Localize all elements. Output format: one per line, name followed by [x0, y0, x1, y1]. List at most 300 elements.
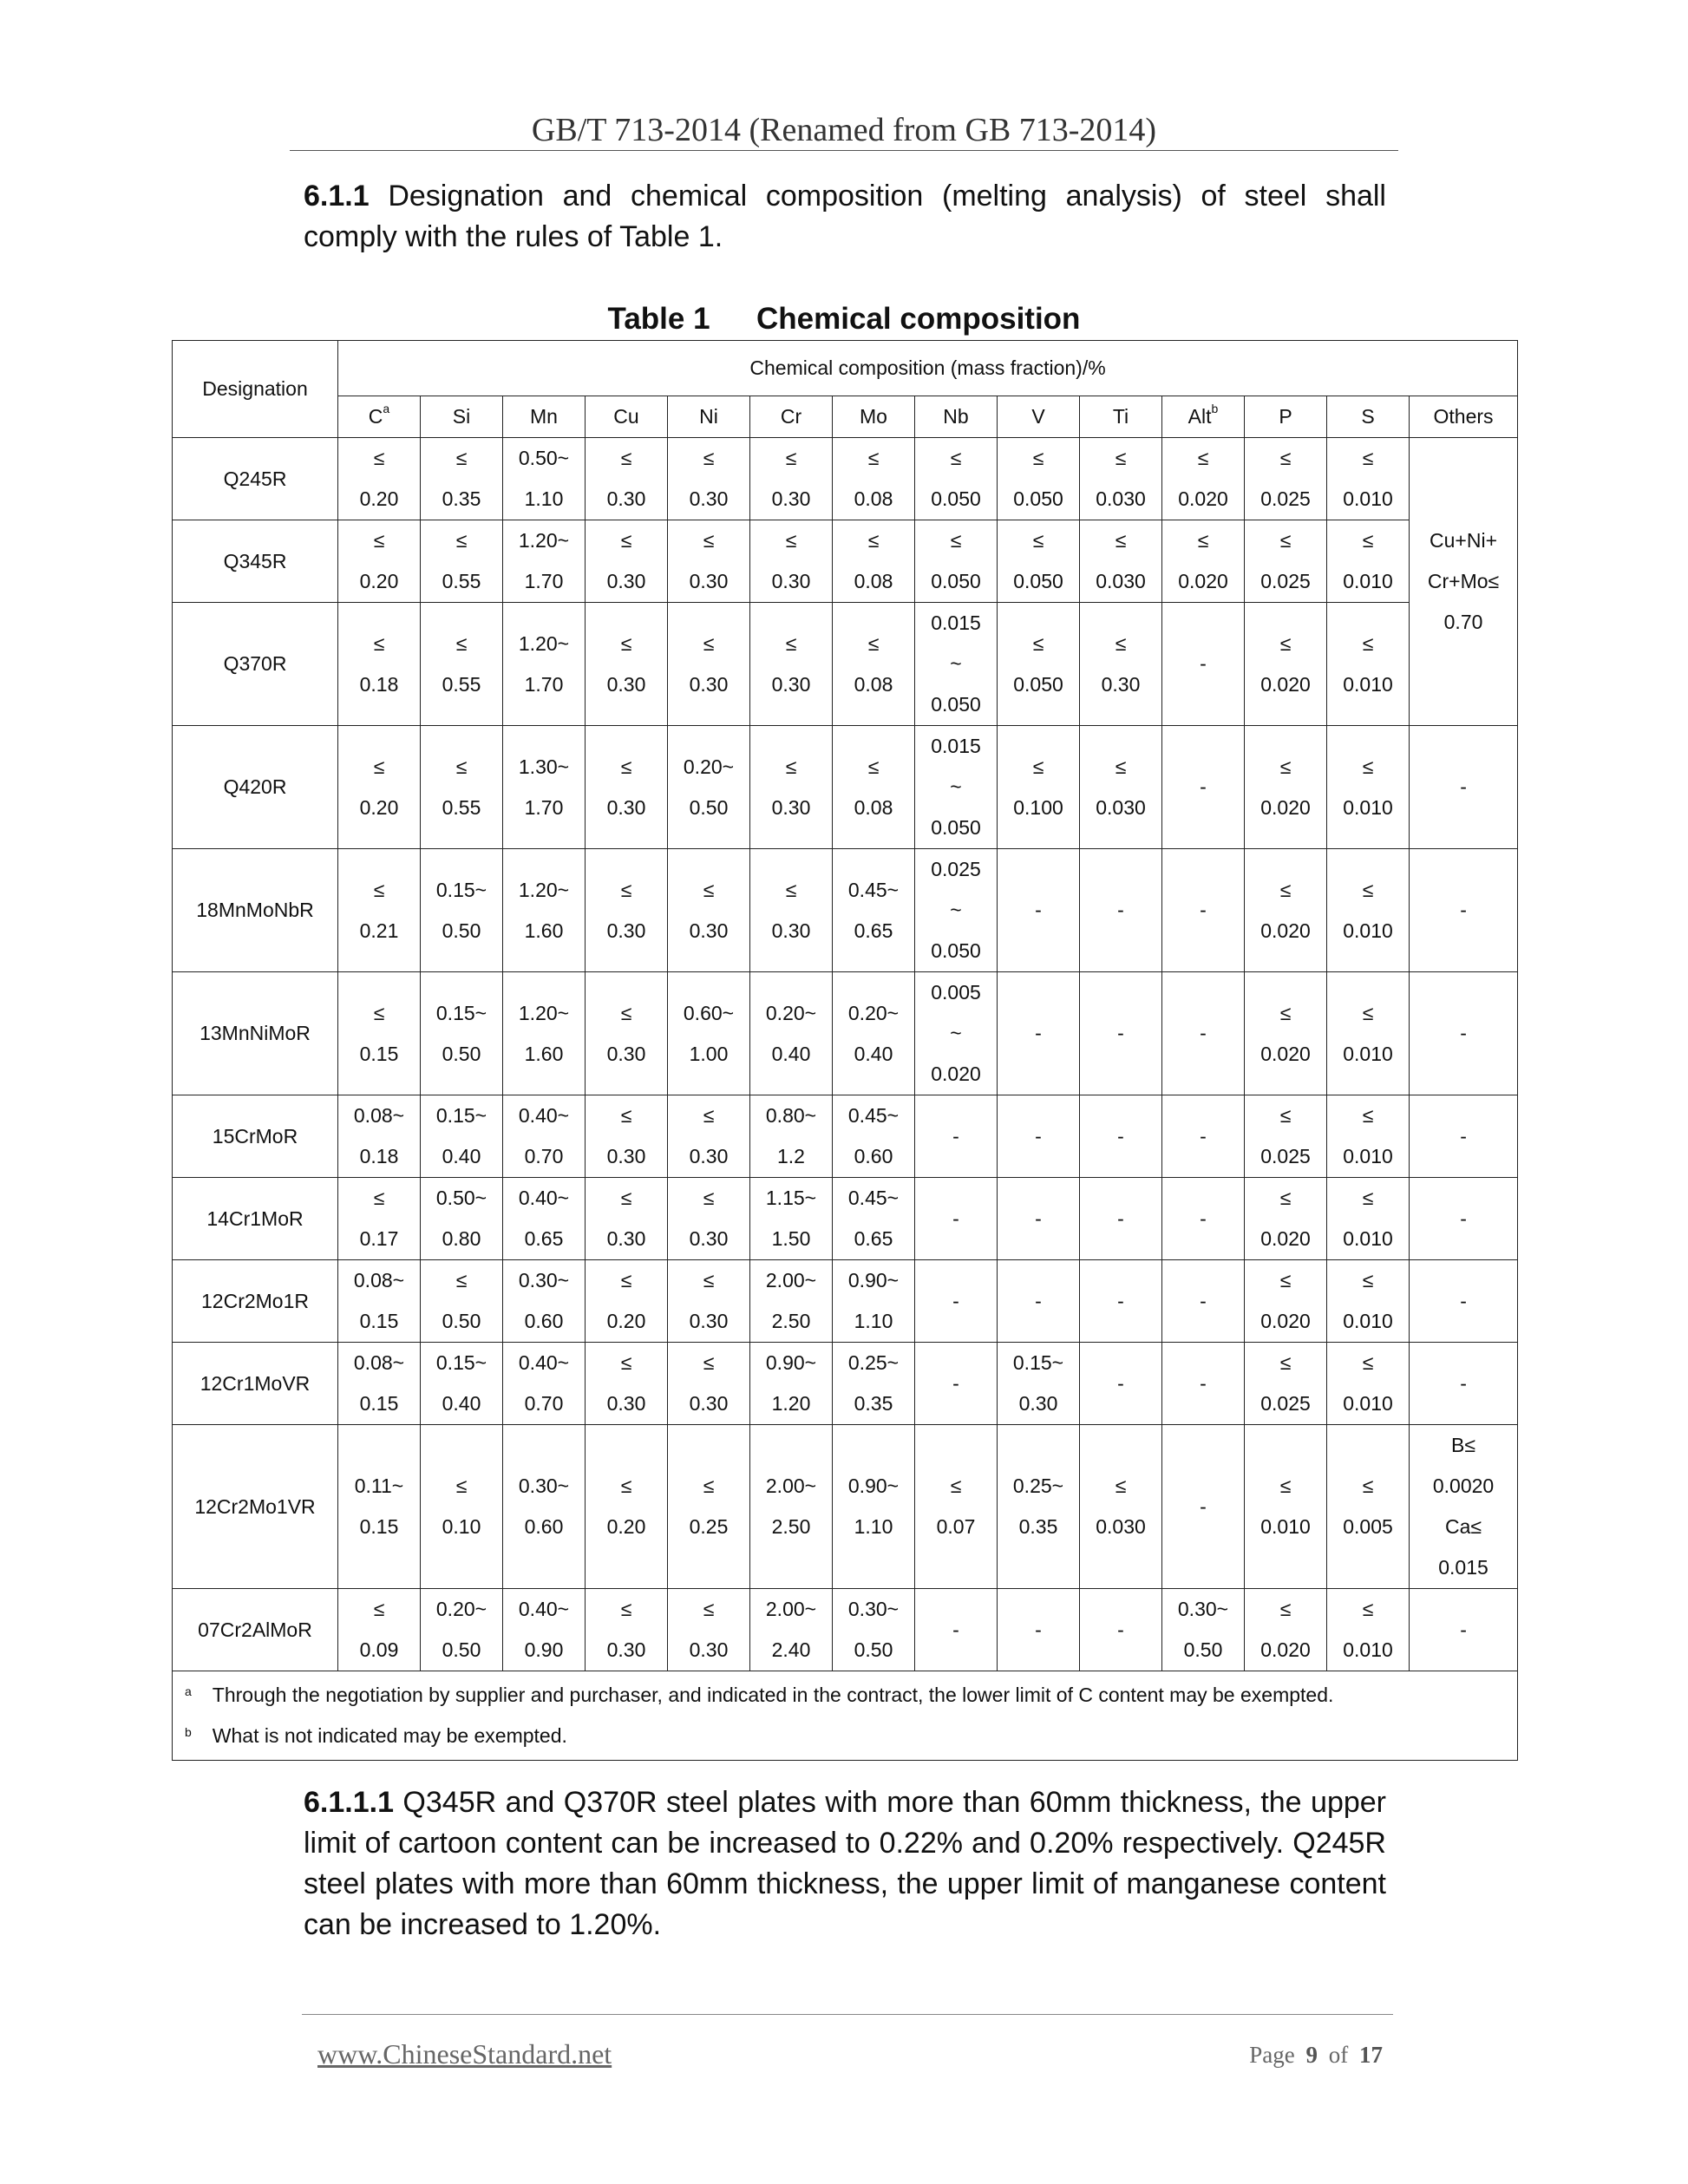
- cell-line: 0.050: [931, 939, 981, 962]
- cell-line: 1.20~: [518, 878, 570, 901]
- cell-line: 0.30: [606, 570, 646, 592]
- value-cell: [421, 438, 503, 520]
- cell-line: 0.30: [689, 1227, 729, 1250]
- cell-line: -: [1035, 1618, 1042, 1641]
- cell-line: 0.07: [936, 1515, 976, 1538]
- designation-cell: 07Cr2AlMoR: [173, 1589, 338, 1671]
- cell-line: 0.40~: [518, 1351, 570, 1374]
- element-label: P: [1279, 405, 1292, 428]
- value-cell: [998, 1343, 1080, 1425]
- designation-cell: 13MnNiMoR: [173, 972, 338, 1095]
- value-cell: [1162, 1095, 1245, 1178]
- cell-line: ≤: [373, 1187, 385, 1209]
- cell-line: 0.20~: [683, 755, 735, 778]
- cell-line: ≤: [1115, 529, 1127, 552]
- cell-line: 0.030: [1096, 1515, 1146, 1538]
- cell-line: ≤: [785, 631, 797, 655]
- value-cell: [915, 520, 998, 603]
- page-current: 9: [1305, 2042, 1318, 2068]
- value-cell: [1327, 438, 1410, 520]
- cell-line: 0.50: [854, 1638, 893, 1661]
- cell-line: 0.08~: [353, 1269, 405, 1291]
- value-cell: [421, 849, 503, 972]
- cell-line: 0.010: [1343, 795, 1393, 819]
- value-cell: [1162, 1425, 1245, 1589]
- cell-line: ≤: [950, 447, 962, 469]
- cell-line: -: [1200, 1124, 1207, 1148]
- value-cell: [998, 849, 1080, 972]
- value-cell: [1410, 849, 1518, 972]
- value-cell: [1327, 1589, 1410, 1671]
- value-cell: [586, 520, 668, 603]
- cell-line: 2.40: [771, 1638, 811, 1661]
- table-row: [173, 1178, 1518, 1260]
- value-cell: [586, 1178, 668, 1260]
- cell-line: 0.80: [442, 1227, 481, 1250]
- element-label: Si: [452, 405, 471, 428]
- value-cell: [915, 1095, 998, 1178]
- cell-line: ≤: [703, 1475, 715, 1497]
- value-cell: [1327, 849, 1410, 972]
- cell-line: 0.010: [1260, 1515, 1311, 1538]
- cell-line: ≤: [620, 1187, 632, 1209]
- cell-line: 0.30: [606, 919, 646, 942]
- cell-line: -: [1117, 1206, 1124, 1230]
- cell-line: ≤: [1362, 878, 1374, 901]
- cell-line: 0.050: [931, 487, 981, 510]
- cell-line: 0.050: [1013, 672, 1063, 696]
- cell-line: ≤: [373, 755, 385, 778]
- cell-line: ≤: [703, 1104, 715, 1127]
- value-cell: [668, 726, 750, 849]
- cell-line: 1.20~: [518, 1001, 570, 1024]
- cell-line: ≤: [1362, 529, 1374, 552]
- value-cell: [668, 849, 750, 972]
- cell-line: ≤: [1279, 1475, 1292, 1497]
- cell-line: 0.70: [1443, 611, 1483, 633]
- value-cell: [1245, 1589, 1327, 1671]
- cell-line: ≤: [1279, 1001, 1292, 1024]
- value-cell: [1327, 1425, 1410, 1589]
- element-header: [586, 396, 668, 438]
- value-cell: [503, 1589, 586, 1671]
- value-cell: [503, 1425, 586, 1589]
- value-cell: [750, 726, 833, 849]
- cell-line: ≤: [1279, 1351, 1292, 1374]
- cell-line: 0.60: [854, 1145, 893, 1167]
- cell-line: 0.21: [359, 919, 399, 942]
- cell-line: 0.025: [1260, 487, 1311, 510]
- value-cell: [1410, 1260, 1518, 1343]
- cell-line: 0.15~: [435, 1001, 487, 1024]
- value-cell: [833, 1260, 915, 1343]
- value-cell: [338, 438, 421, 520]
- value-cell: [750, 520, 833, 603]
- value-cell: [1245, 849, 1327, 972]
- cell-line: 1.20: [771, 1392, 811, 1415]
- designation-cell: 14Cr1MoR: [173, 1178, 338, 1260]
- cell-line: 0.35: [442, 487, 481, 510]
- element-label: V: [1031, 405, 1045, 428]
- cell-line: ≤: [1032, 529, 1044, 552]
- element-header: [1080, 396, 1162, 438]
- value-cell: [1327, 726, 1410, 849]
- clause-number: 6.1.1: [304, 180, 370, 213]
- cell-line: 0.005: [931, 981, 981, 1004]
- cell-line: 0.30: [771, 487, 811, 510]
- value-cell: [1080, 1260, 1162, 1343]
- value-cell: [1327, 972, 1410, 1095]
- cell-line: ≤: [1279, 631, 1292, 655]
- cell-line: 0.50~: [435, 1187, 487, 1209]
- cell-line: 1.60: [524, 1042, 564, 1065]
- cell-line: ≤: [373, 1598, 385, 1620]
- cell-line: -: [1035, 1289, 1042, 1312]
- cell-line: ≤: [620, 755, 632, 778]
- cell-line: 1.70: [524, 795, 564, 819]
- value-cell: [1162, 1343, 1245, 1425]
- cell-line: 0.45~: [847, 1104, 900, 1127]
- value-cell: [668, 438, 750, 520]
- cell-line: ≤: [373, 631, 385, 655]
- cell-line: 0.60~: [683, 1001, 735, 1024]
- value-cell: [833, 603, 915, 726]
- value-cell: [503, 1343, 586, 1425]
- cell-line: -: [1460, 775, 1467, 798]
- element-header: [338, 396, 421, 438]
- value-cell: [1410, 1589, 1518, 1671]
- cell-line: ≤: [1362, 447, 1374, 469]
- cell-line: ≤: [1362, 1187, 1374, 1209]
- cell-line: 0.65: [854, 919, 893, 942]
- cell-line: ≤: [620, 1269, 632, 1291]
- value-cell: [915, 603, 998, 726]
- value-cell: [750, 1095, 833, 1178]
- cell-line: 0.010: [1343, 570, 1393, 592]
- cell-line: 0.30~: [518, 1269, 570, 1291]
- value-cell: [915, 726, 998, 849]
- value-cell: [1410, 1425, 1518, 1589]
- page-header-title: GB/T 713-2014 (Renamed from GB 713-2014): [531, 112, 1157, 148]
- cell-line: 0.030: [1096, 570, 1146, 592]
- cell-line: 0.65: [524, 1227, 564, 1250]
- cell-line: 0.30: [606, 1145, 646, 1167]
- value-cell: [668, 972, 750, 1095]
- cell-line: 1.20~: [518, 529, 570, 552]
- cell-line: ≤: [1362, 1104, 1374, 1127]
- cell-line: ≤: [703, 878, 715, 901]
- cell-line: ≤: [1362, 1001, 1374, 1024]
- page-prefix: Page: [1249, 2042, 1295, 2068]
- cell-line: 1.10: [854, 1515, 893, 1538]
- value-cell: [1162, 726, 1245, 849]
- cell-line: 0.15~: [435, 1351, 487, 1374]
- cell-line: 0.40~: [518, 1187, 570, 1209]
- value-cell: [915, 1178, 998, 1260]
- cell-line: 0.08: [854, 795, 893, 819]
- cell-line: 0.20: [359, 487, 399, 510]
- value-cell: [503, 849, 586, 972]
- element-header: [1410, 396, 1518, 438]
- value-cell: [750, 1178, 833, 1260]
- value-cell: [1080, 1178, 1162, 1260]
- cell-line: -: [1200, 899, 1207, 921]
- value-cell: [421, 1589, 503, 1671]
- cell-line: 0.55: [442, 672, 481, 696]
- cell-line: 0.050: [931, 816, 981, 839]
- cell-line: 0.80~: [765, 1104, 817, 1127]
- value-cell: [338, 1260, 421, 1343]
- cell-line: 1.70: [524, 672, 564, 696]
- cell-line: ≤: [703, 631, 715, 655]
- cell-line: ≤: [1115, 631, 1127, 655]
- element-label: Nb: [943, 405, 969, 428]
- value-cell: [503, 1178, 586, 1260]
- cell-line: 0.30: [689, 672, 729, 696]
- element-header: [503, 396, 586, 438]
- table-caption-number: Table 1: [607, 302, 710, 336]
- cell-line: 0.025: [931, 858, 981, 880]
- cell-line: 0.25~: [1012, 1475, 1064, 1497]
- header-row-group: [173, 341, 1518, 396]
- cell-line: ≤: [1032, 631, 1044, 655]
- value-cell: [421, 520, 503, 603]
- value-cell: [421, 603, 503, 726]
- cell-line: 0.020: [1260, 795, 1311, 819]
- element-header: [833, 396, 915, 438]
- cell-line: 0.30: [606, 795, 646, 819]
- value-cell: [998, 520, 1080, 603]
- cell-line: ≤: [1032, 447, 1044, 469]
- value-cell: [998, 1095, 1080, 1178]
- cell-line: 0.30~: [847, 1598, 900, 1620]
- value-cell: [1162, 1260, 1245, 1343]
- value-cell: [915, 1343, 998, 1425]
- cell-line: 0.30: [606, 1638, 646, 1661]
- cell-line: ≤: [950, 1475, 962, 1497]
- cell-line: 0.020: [1260, 1638, 1311, 1661]
- cell-line: ≤: [703, 1598, 715, 1620]
- footnote-mark: a: [383, 402, 390, 415]
- cell-line: 0.50: [442, 919, 481, 942]
- footnote-mark: a: [185, 1684, 192, 1698]
- cell-line: 0.010: [1343, 1392, 1393, 1415]
- cell-line: 1.10: [854, 1310, 893, 1332]
- cell-line: 0.25: [689, 1515, 729, 1538]
- value-cell: [1080, 1095, 1162, 1178]
- cell-line: 0.015: [931, 611, 981, 634]
- cell-line: 0.60: [524, 1515, 564, 1538]
- cell-line: ≤: [1279, 878, 1292, 901]
- element-label: S: [1361, 405, 1375, 428]
- cell-line: 0.20~: [847, 1001, 900, 1024]
- cell-line: -: [1460, 1371, 1467, 1395]
- cell-line: 0.30: [606, 487, 646, 510]
- cell-line: 0.50~: [518, 447, 570, 469]
- cell-line: Ca≤: [1445, 1515, 1482, 1538]
- value-cell: [503, 1260, 586, 1343]
- table-caption: [0, 302, 1688, 337]
- table-row: [173, 438, 1518, 520]
- cell-line: -: [1200, 1206, 1207, 1230]
- value-cell: [915, 972, 998, 1095]
- cell-line: 0.15~: [1012, 1351, 1064, 1374]
- value-cell: [915, 1425, 998, 1589]
- cell-line: ≤: [1115, 447, 1127, 469]
- value-cell: [750, 972, 833, 1095]
- cell-line: ≤: [1197, 447, 1209, 469]
- cell-line: 0.010: [1343, 1145, 1393, 1167]
- cell-line: -: [1460, 899, 1467, 921]
- value-cell: [586, 1260, 668, 1343]
- table-row: [173, 520, 1518, 603]
- element-header: [1327, 396, 1410, 438]
- cell-line: 0.010: [1343, 672, 1393, 696]
- cell-line: -: [1035, 1022, 1042, 1044]
- cell-line: -: [952, 1289, 959, 1312]
- cell-line: 1.2: [777, 1145, 805, 1167]
- cell-line: 0.20: [606, 1310, 646, 1332]
- cell-line: -: [1035, 1206, 1042, 1230]
- value-cell: [998, 972, 1080, 1095]
- value-cell: [668, 1095, 750, 1178]
- value-cell: [421, 972, 503, 1095]
- cell-line: 0.90~: [847, 1269, 900, 1291]
- cell-line: 0.020: [1260, 1042, 1311, 1065]
- footnote-mark: b: [185, 1725, 192, 1739]
- value-cell: [1410, 1343, 1518, 1425]
- cell-line: -: [952, 1206, 959, 1230]
- cell-line: 0.11~: [354, 1475, 404, 1497]
- value-cell: [1162, 520, 1245, 603]
- cell-line: 0.050: [1013, 487, 1063, 510]
- cell-line: 0.30: [771, 672, 811, 696]
- designation-cell: 12Cr1MoVR: [173, 1343, 338, 1425]
- value-cell: [750, 1589, 833, 1671]
- value-cell: [833, 1095, 915, 1178]
- value-cell: [1080, 603, 1162, 726]
- cell-line: 0.70: [524, 1392, 564, 1415]
- cell-line: ≤: [455, 631, 468, 655]
- cell-line: ≤: [373, 878, 385, 901]
- element-label: Cr: [780, 405, 802, 428]
- page-total: 17: [1359, 2042, 1383, 2068]
- cell-line: -: [1035, 899, 1042, 921]
- cell-line: -: [1200, 652, 1207, 675]
- cell-line: 0.10: [442, 1515, 481, 1538]
- value-cell: [998, 1178, 1080, 1260]
- cell-line: 1.70: [524, 570, 564, 592]
- cell-line: ≤: [620, 1475, 632, 1497]
- table-row: [173, 603, 1518, 726]
- cell-line: ≤: [620, 529, 632, 552]
- cell-line: 0.020: [1260, 1310, 1311, 1332]
- cell-line: ≤: [1279, 1104, 1292, 1127]
- cell-line: 0.20~: [435, 1598, 487, 1620]
- value-cell: [1327, 603, 1410, 726]
- value-cell: [1245, 1095, 1327, 1178]
- value-cell: [998, 1260, 1080, 1343]
- value-cell: [1410, 1178, 1518, 1260]
- value-cell: [503, 726, 586, 849]
- element-header: [750, 396, 833, 438]
- cell-line: 0.30: [606, 1227, 646, 1250]
- value-cell: [915, 1589, 998, 1671]
- cell-line: 0.30: [1101, 672, 1141, 696]
- value-cell: [586, 1343, 668, 1425]
- value-cell: [338, 1095, 421, 1178]
- table-row: [173, 1095, 1518, 1178]
- element-header: [1245, 396, 1327, 438]
- value-cell: [586, 726, 668, 849]
- cell-line: 1.60: [524, 919, 564, 942]
- cell-line: ≤: [620, 878, 632, 901]
- cell-line: ≤: [620, 1598, 632, 1620]
- table-caption-title: Chemical composition: [756, 302, 1081, 336]
- notes-row: [173, 1671, 1518, 1761]
- cell-line: 0.100: [1013, 795, 1063, 819]
- cell-line: 0.30: [771, 570, 811, 592]
- value-cell: [338, 1425, 421, 1589]
- value-cell: [998, 603, 1080, 726]
- cell-line: 0.20~: [765, 1001, 817, 1024]
- value-cell: [915, 438, 998, 520]
- cell-line: ≤: [703, 1269, 715, 1291]
- table-row: [173, 726, 1518, 849]
- value-cell: [668, 1260, 750, 1343]
- chemical-composition-table: [172, 340, 1518, 1761]
- cell-line: 0.55: [442, 570, 481, 592]
- cell-line: 0.30: [689, 570, 729, 592]
- value-cell: [1327, 1260, 1410, 1343]
- value-cell: [586, 1095, 668, 1178]
- designation-cell: 18MnMoNbR: [173, 849, 338, 972]
- value-cell: [1410, 726, 1518, 849]
- clause-6-1-1-1: [304, 1782, 1386, 1945]
- cell-line: 0.010: [1343, 487, 1393, 510]
- cell-line: ~: [950, 899, 962, 921]
- table-row: [173, 1425, 1518, 1589]
- cell-line: ≤: [455, 1475, 468, 1497]
- cell-line: 0.020: [1260, 919, 1311, 942]
- value-cell: [750, 1425, 833, 1589]
- cell-line: ≤: [1279, 447, 1292, 469]
- value-cell: [668, 1589, 750, 1671]
- value-cell: [998, 438, 1080, 520]
- footnote: [185, 1675, 1517, 1716]
- element-label: Alt: [1187, 405, 1212, 428]
- value-cell: [338, 849, 421, 972]
- cell-line: ≤: [620, 1001, 632, 1024]
- cell-line: 0.25~: [847, 1351, 900, 1374]
- footer-site-link[interactable]: www.ChineseStandard.net: [317, 2038, 612, 2070]
- value-cell: [338, 726, 421, 849]
- cell-line: 0.0020: [1432, 1475, 1495, 1497]
- clause-text: Q345R and Q370R steel plates with more than 60mm thickness, the upper limit of cartoon content can be increased to 0.22% and 0.20% respectively. Q245R steel plates with more than 60mm thickness, the upper limit of manganese content can be increased to 1.20%.: [304, 1786, 1386, 1941]
- value-cell: [1080, 1589, 1162, 1671]
- cell-line: 0.020: [931, 1063, 981, 1085]
- cell-line: 0.030: [1096, 487, 1146, 510]
- value-cell: [1080, 438, 1162, 520]
- cell-line: 0.15: [359, 1515, 399, 1538]
- cell-line: 0.08~: [353, 1104, 405, 1127]
- value-cell: [750, 603, 833, 726]
- cell-line: ≤: [620, 1351, 632, 1374]
- designation-cell: 15CrMoR: [173, 1095, 338, 1178]
- value-cell: [1327, 520, 1410, 603]
- cell-line: ~: [950, 652, 962, 675]
- element-label: Ni: [699, 405, 718, 428]
